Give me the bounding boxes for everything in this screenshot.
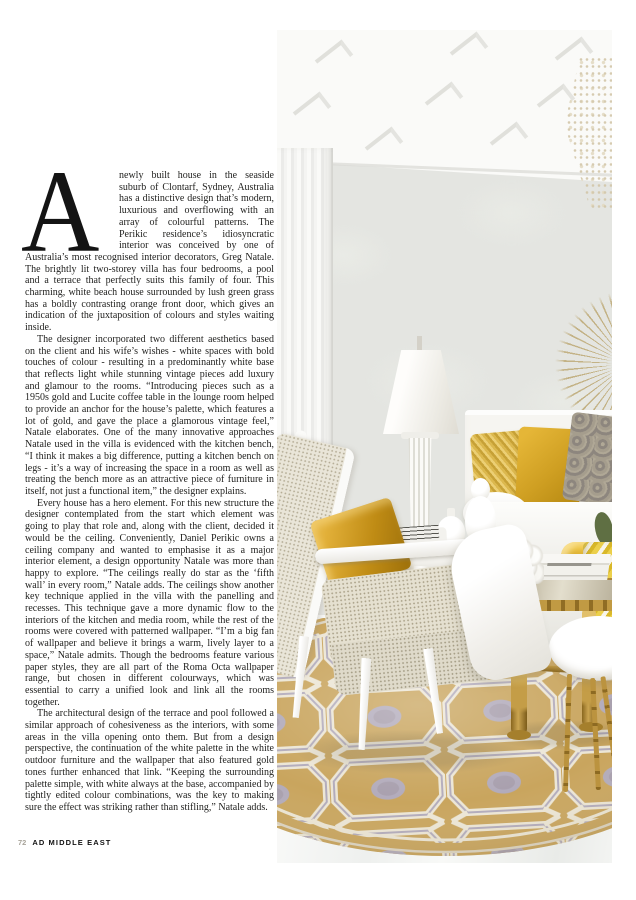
- paragraph-text: newly built house in the seaside suburb of Clontarf, Sydney, Australia has a distinctive design that’s modern, luxurious and overflowing with an array of colourful patterns. The Perikic residence’s idiosyncratic interior was conceived by one of Australia’s most recognised interior decorators, Greg Natale. The brightly lit two-storey villa has four bedrooms, a pool and a terrace that perfectly suits this family of four. This charming, white beach house surrounded by lush green grass has a boldly contrasting orange front door, which gives an indication of the juxtaposition of colours and styles waiting inside.: [25, 170, 274, 334]
- gold-table-foot: [507, 730, 531, 740]
- drop-cap: A: [21, 146, 100, 277]
- paragraph-text: Every house has a hero element. For this new structure the designer contemplated from the start which element was going to play that role and, along with the client, decided it would be the ceiling. Conveniently, Daniel Perikic owns a ceiling company and wanted to emphasise it as a major interior element, a design opportunity Natale was more than happy to explore. “The ceilings really do star as the ‘fifth wall’ in every room,” Natale adds. The ceilings show another key technique applied in the villa with the panelling and recesses. This technique gave a more dynamic flow to the interiors of the kitchen and media room, while the rest of the rooms were covered with patterned wallpaper. “I’m a big fan of wallpaper and believe it brings a warm, lively layer to a space,” Natale admits. Though the bedrooms feature various paper styles, they are all part of the Roma Octa wallpaper range, but chosen in different colourways, which was essential to carry a unified look and link all the rooms together.: [25, 497, 274, 708]
- lamp-finial: [417, 336, 422, 352]
- paragraph-text: The designer incorporated two different aesthetics based on the client and his wife’s wishes - white spaces with bold touches of colour - resulting in a predominantly white base that reflects light while stunning vintage pieces add luxury and glamour to the rooms. “Introducing pieces such as a 1950s gold and Lucite coffee table in the lounge room helped to provide an anchor for the house’s palette, which features a lot of gold, and gave the place a glamorous vintage feel,” Natale elaborates. One of the many innovative approaches Natale used in the villa is evidenced with the kitchen bench, “I think it makes a big difference, putting a kitchen bench on legs - it’s a way of increasing the space in a room as well as treating the bench more as an attractive piece of furniture in itself, not just a functional item,” the designer explains.: [25, 333, 274, 497]
- page-number: 72: [18, 838, 27, 847]
- paragraph-lead: [21, 146, 274, 334]
- magazine-name: AD MIDDLE EAST: [32, 838, 112, 847]
- paragraph: [25, 334, 274, 498]
- chair-shadow: [297, 730, 527, 774]
- page-footer: [18, 838, 112, 847]
- stacked-books: [533, 554, 611, 580]
- gold-table-foot: [579, 722, 603, 732]
- article-body: [21, 146, 274, 814]
- paragraph: [25, 498, 274, 709]
- paragraph-text: The architectural design of the terrace and pool followed a similar approach of cohesiveness as the interiors, with some areas in the villa opening onto them. But from a design perspective, the continuation of the white palette in the white outdoor furniture and the wallpaper that also featured gold tones further enhanced that link. “Keeping the surrounding palette simple, with white always at the base, accompanied by tightly edited colour combinations, was the key to making sure the effect was striking rather than stifling,” Natale adds.: [25, 708, 274, 813]
- paragraph: [25, 708, 274, 813]
- book-spine-print: [547, 563, 591, 566]
- living-room-photo: [277, 30, 612, 863]
- lamp-cap: [401, 432, 439, 439]
